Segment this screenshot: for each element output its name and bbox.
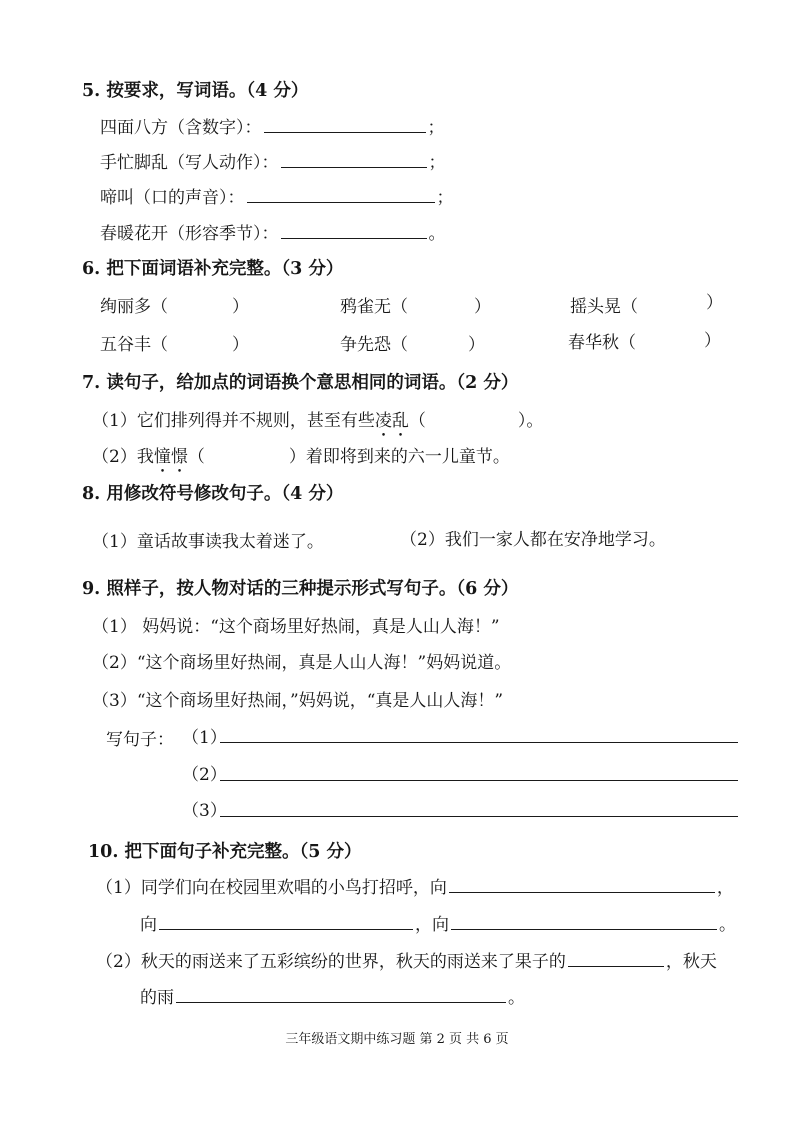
q9-write-label: 写句子： [106, 730, 174, 750]
q6-word-4-close: ） [232, 335, 249, 355]
q9-answer-num-2: （2） [182, 765, 227, 785]
q9-answer-line-3[interactable] [220, 816, 738, 817]
q7-s1-open: （ [408, 411, 426, 431]
q5-item-3 [100, 186, 454, 209]
q5-item-1 [100, 116, 445, 139]
q9-example-2: （2）“这个商场里好热闹，真是人山人海！”妈妈说道。 [92, 653, 512, 673]
q9-answer-line-2[interactable] [220, 780, 738, 781]
q10-s2a-text: （2）秋天的雨送来了五彩缤纷的世界，秋天的雨送来了果子的 [96, 952, 566, 972]
q5-blank-2[interactable] [281, 151, 427, 168]
q9-answer-line-1[interactable] [220, 742, 738, 743]
q6-word-4: 五谷丰（ [100, 335, 168, 355]
q7-s2-open: （ [187, 447, 205, 467]
q8-sentence-1: （1）童话故事读我太着迷了。 [92, 532, 324, 552]
q5-blank-3[interactable] [247, 186, 435, 203]
page-footer: 三年级语文期中练习题 第 2 页 共 6 页 [285, 1032, 509, 1047]
q5-item-2 [100, 151, 446, 174]
q10-s1b-end: 。 [719, 915, 736, 935]
q7-s1-dotted-word: 凌乱 [374, 411, 409, 431]
q10-sentence-1a [96, 876, 734, 899]
q9-example-3: （3）“这个商场里好热闹，”妈妈说，“真是人山人海！” [92, 691, 504, 711]
q10-s1a-end: ， [716, 878, 734, 898]
q6-word-5-close: ） [468, 335, 485, 355]
q10-s2a-end: ，秋天 [665, 952, 717, 972]
q6-title: 6. 把下面词语补充完整。（3 分） [82, 259, 344, 279]
q5-item-3-end: ； [436, 188, 454, 208]
q5-item-2-end: ； [428, 153, 446, 173]
q6-word-3: 摇头晃（ [570, 297, 638, 317]
q10-sentence-2a [96, 950, 717, 973]
q10-blank-2[interactable] [159, 913, 413, 930]
q9-answer-num-3: （3） [182, 801, 227, 821]
q7-s1-text: （1）它们排列得并不规则，甚至有些 [92, 411, 375, 431]
q10-blank-1[interactable] [449, 876, 715, 893]
q10-title: 10. 把下面句子补充完整。（5 分） [88, 842, 362, 862]
q6-word-1: 绚丽多（ [100, 297, 168, 317]
q7-s2-close: ）着即将到来的六一儿童节。 [288, 447, 510, 467]
q5-item-4 [100, 222, 446, 245]
q6-word-2: 鸦雀无（ [340, 297, 408, 317]
q7-sentence-2 [92, 446, 510, 477]
q7-sentence-1 [92, 410, 543, 441]
q10-s1a-text: （1）同学们向在校园里欢唱的小鸟打招呼，向 [96, 878, 447, 898]
q7-s2-dotted-word: 憧憬 [153, 447, 188, 467]
q10-s1b-mid: ，向 [415, 915, 449, 935]
q9-example-1: （1） 妈妈说：“这个商场里好热闹，真是人山人海！” [92, 617, 500, 637]
q5-blank-4[interactable] [281, 222, 427, 239]
q6-word-1-close: ） [232, 297, 249, 317]
q6-word-6-close: ） [704, 331, 721, 351]
q5-item-1-label: 四面八方（含数字）： [100, 118, 262, 138]
q6-word-3-close: ） [706, 293, 723, 313]
q5-title: 5. 按要求，写词语。（4 分） [82, 81, 309, 101]
q10-s1b-text: 向 [140, 915, 157, 935]
q6-word-2-close: ） [474, 297, 491, 317]
q10-blank-5[interactable] [176, 986, 506, 1003]
q5-blank-1[interactable] [264, 116, 426, 133]
q10-blank-3[interactable] [451, 913, 717, 930]
q5-item-4-end: 。 [428, 224, 446, 244]
q5-item-3-label: 啼叫（口的声音）： [100, 188, 245, 208]
q10-s2b-end: 。 [508, 988, 525, 1008]
q9-answer-num-1: （1） [182, 728, 227, 748]
q5-item-2-label: 手忙脚乱（写人动作）： [100, 153, 279, 173]
q10-s2b-text: 的雨 [140, 988, 174, 1008]
q8-sentence-2: （2）我们一家人都在安净地学习。 [400, 530, 666, 550]
q6-word-5: 争先恐（ [340, 335, 408, 355]
q7-title: 7. 读句子，给加点的词语换个意思相同的词语。（2 分） [82, 373, 519, 393]
q8-title: 8. 用修改符号修改句子。（4 分） [82, 484, 344, 504]
q10-sentence-2b [140, 986, 525, 1009]
q7-s2-text: （2）我 [92, 447, 154, 467]
q6-word-6: 春华秋（ [568, 333, 636, 353]
q5-item-1-end: ； [427, 118, 445, 138]
q10-blank-4[interactable] [568, 950, 664, 967]
q7-s1-close: ）。 [517, 411, 544, 431]
q9-title: 9. 照样子，按人物对话的三种提示形式写句子。（6 分） [82, 579, 519, 599]
q10-sentence-1b [140, 913, 736, 936]
q5-item-4-label: 春暖花开（形容季节）： [100, 224, 279, 244]
